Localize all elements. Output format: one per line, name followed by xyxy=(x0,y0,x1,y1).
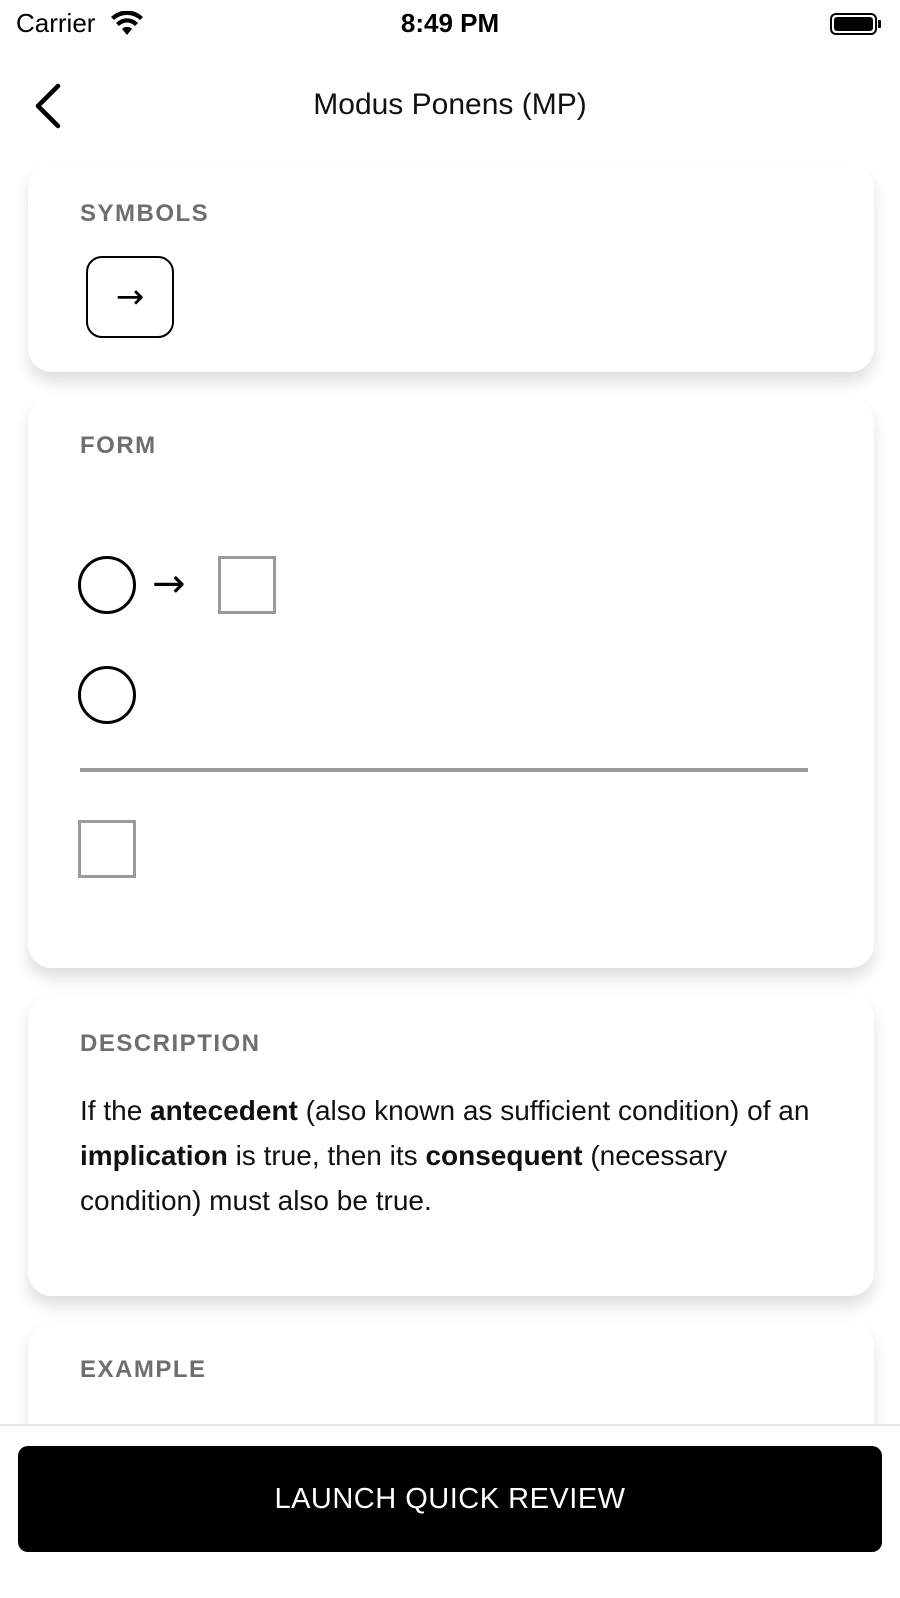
carrier-label: Carrier xyxy=(16,8,96,38)
conclusion-divider xyxy=(80,768,808,772)
status-time: 8:49 PM xyxy=(400,8,500,38)
desc-segment: (also known as sufficient condition) of an xyxy=(297,1095,810,1126)
nav-bar xyxy=(0,60,900,150)
premise-2-circle xyxy=(78,666,136,724)
page-title: Modus Ponens (MP) xyxy=(313,88,587,121)
conclusion-square xyxy=(78,820,136,878)
status-bar xyxy=(0,0,900,48)
description-card xyxy=(28,994,874,1296)
symbol-chip-implication[interactable] xyxy=(86,256,174,338)
desc-segment: If the xyxy=(80,1095,151,1126)
description-label: DESCRIPTION xyxy=(80,1030,261,1057)
form-card xyxy=(28,398,874,968)
symbols-label: SYMBOLS xyxy=(80,200,210,227)
desc-segment: is true, then its xyxy=(227,1140,426,1171)
desc-segment: (necessary condition) must also be true. xyxy=(80,1140,728,1216)
example-label: EXAMPLE xyxy=(80,1356,207,1383)
premise-1-antecedent-circle xyxy=(78,556,136,614)
desc-term-consequent: consequent xyxy=(425,1140,583,1171)
desc-term-implication: implication xyxy=(80,1140,228,1171)
launch-quick-review-button[interactable]: LAUNCH QUICK REVIEW xyxy=(18,1446,882,1552)
premise-1-consequent-square xyxy=(218,556,276,614)
description-text xyxy=(80,1088,830,1223)
bottom-action-bar xyxy=(0,1424,900,1598)
symbols-card xyxy=(28,164,874,372)
battery-icon xyxy=(830,12,882,36)
premise-1-arrow-icon: → xyxy=(152,561,186,607)
arrow-icon: → xyxy=(115,277,145,317)
form-label: FORM xyxy=(80,432,157,459)
desc-term-antecedent: antecedent xyxy=(150,1095,298,1126)
